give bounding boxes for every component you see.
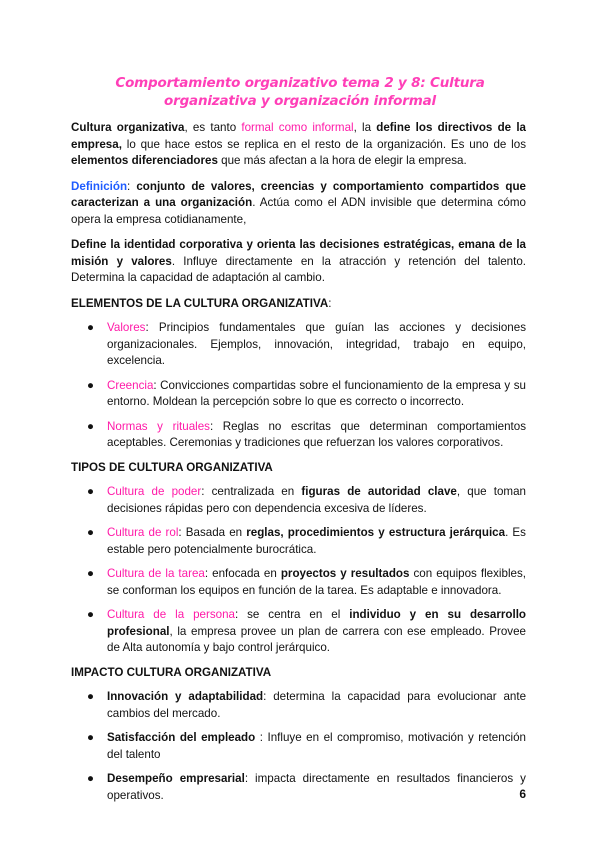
bullet-icon: ● xyxy=(87,419,95,433)
section-heading-tipos: TIPOS DE CULTURA ORGANIZATIVA xyxy=(71,460,273,474)
list-item: ● Innovación y adaptabilidad: determina la capacidad para evolucionar ante cambios del mercado. xyxy=(87,690,527,720)
page-number: 6 xyxy=(519,787,526,801)
term-definicion: Definición xyxy=(71,179,128,193)
list-item: ● Valores: Principios fundamentales que guían las acciones y decisiones organizacionales. Ejemplos, innovación, integridad, trabajo en equipo, excelencia. xyxy=(87,321,526,367)
bullet-icon: ● xyxy=(87,321,95,334)
term-cultura-organizativa: Cultura organizativa xyxy=(71,121,185,134)
list-item: ● Satisfacción del empleado : Influye en el compromiso, motivación y retención del talento xyxy=(87,731,526,761)
list-item: ● Creencia: Convicciones compartidas sobre el funcionamiento de la empresa y su entorno. Moldean la percepción sobre lo que es correcto o incorrecto. xyxy=(87,378,526,408)
bullet-icon: ● xyxy=(87,378,95,392)
list-item: ● Cultura de la persona: se centra en el individuo y en su desarrollo profesional, la empresa provee un plan de carrera con ese empleado. Provee de Alta autonomía y bajo control jerárquico. xyxy=(87,608,527,654)
bullet-icon: ● xyxy=(87,731,95,744)
bullet-icon: ● xyxy=(87,608,95,621)
tipos-list xyxy=(71,484,526,657)
bullet-icon: ● xyxy=(87,567,95,580)
section-heading-impacto: IMPACTO CULTURA ORGANIZATIVA xyxy=(71,665,272,679)
definition-paragraph: Definición: conjunto de valores, creencias y comportamiento compartidos que caracterizan a una organización. Actúa como el ADN invisible que determina cómo opera la empresa cotidianamente, xyxy=(71,179,526,226)
document-body xyxy=(71,120,526,812)
identity-paragraph: Define la identidad corporativa y orienta las decisiones estratégicas, emana de la misión y valores. Influye directamente en la atracción y retención del talento. Determina la capacidad de adaptación al cambio. xyxy=(71,238,526,284)
section-heading-elementos: ELEMENTOS DE LA CULTURA ORGANIZATIVA: xyxy=(71,296,332,310)
bullet-icon: ● xyxy=(87,526,95,539)
bullet-icon: ● xyxy=(87,485,95,498)
highlight-formal-informal: formal como informal xyxy=(241,121,354,134)
list-item: ● Desempeño empresarial: impacta directamente en resultados financieros y operativos. xyxy=(87,772,526,802)
list-item: ● Normas y rituales: Reglas no escritas que determinan comportamientos aceptables. Ceremonias y tradiciones que refuerzan los valores corporativos. xyxy=(87,419,527,449)
list-item: ● Cultura de poder: centralizada en figuras de autoridad clave, que toman decisiones rápidas pero con dependencia excesiva de líderes. xyxy=(87,485,526,515)
list-item: ● Cultura de rol: Basada en reglas, procedimientos y estructura jerárquica. Es estable pero potencialmente burocrática. xyxy=(87,526,526,556)
intro-paragraph: Cultura organizativa, es tanto formal como informal, la define los directivos de la empresa, lo que hace estos se replica en el resto de la organización. Es uno de los elementos diferenciadores que más afectan a la hora de elegir la empresa. xyxy=(71,121,527,167)
bullet-icon: ● xyxy=(87,772,95,785)
elementos-list xyxy=(71,320,526,452)
list-item: ● Cultura de la tarea: enfocada en proyectos y resultados con equipos flexibles, se conforman los equipos en función de la tarea. Es adaptable e innovadora. xyxy=(87,567,526,597)
bullet-icon: ● xyxy=(87,690,95,703)
impacto-list xyxy=(71,689,526,804)
page-title: Comportamiento organizativo tema 2 y 8: Cultura organizativa y organización informal xyxy=(115,75,485,109)
